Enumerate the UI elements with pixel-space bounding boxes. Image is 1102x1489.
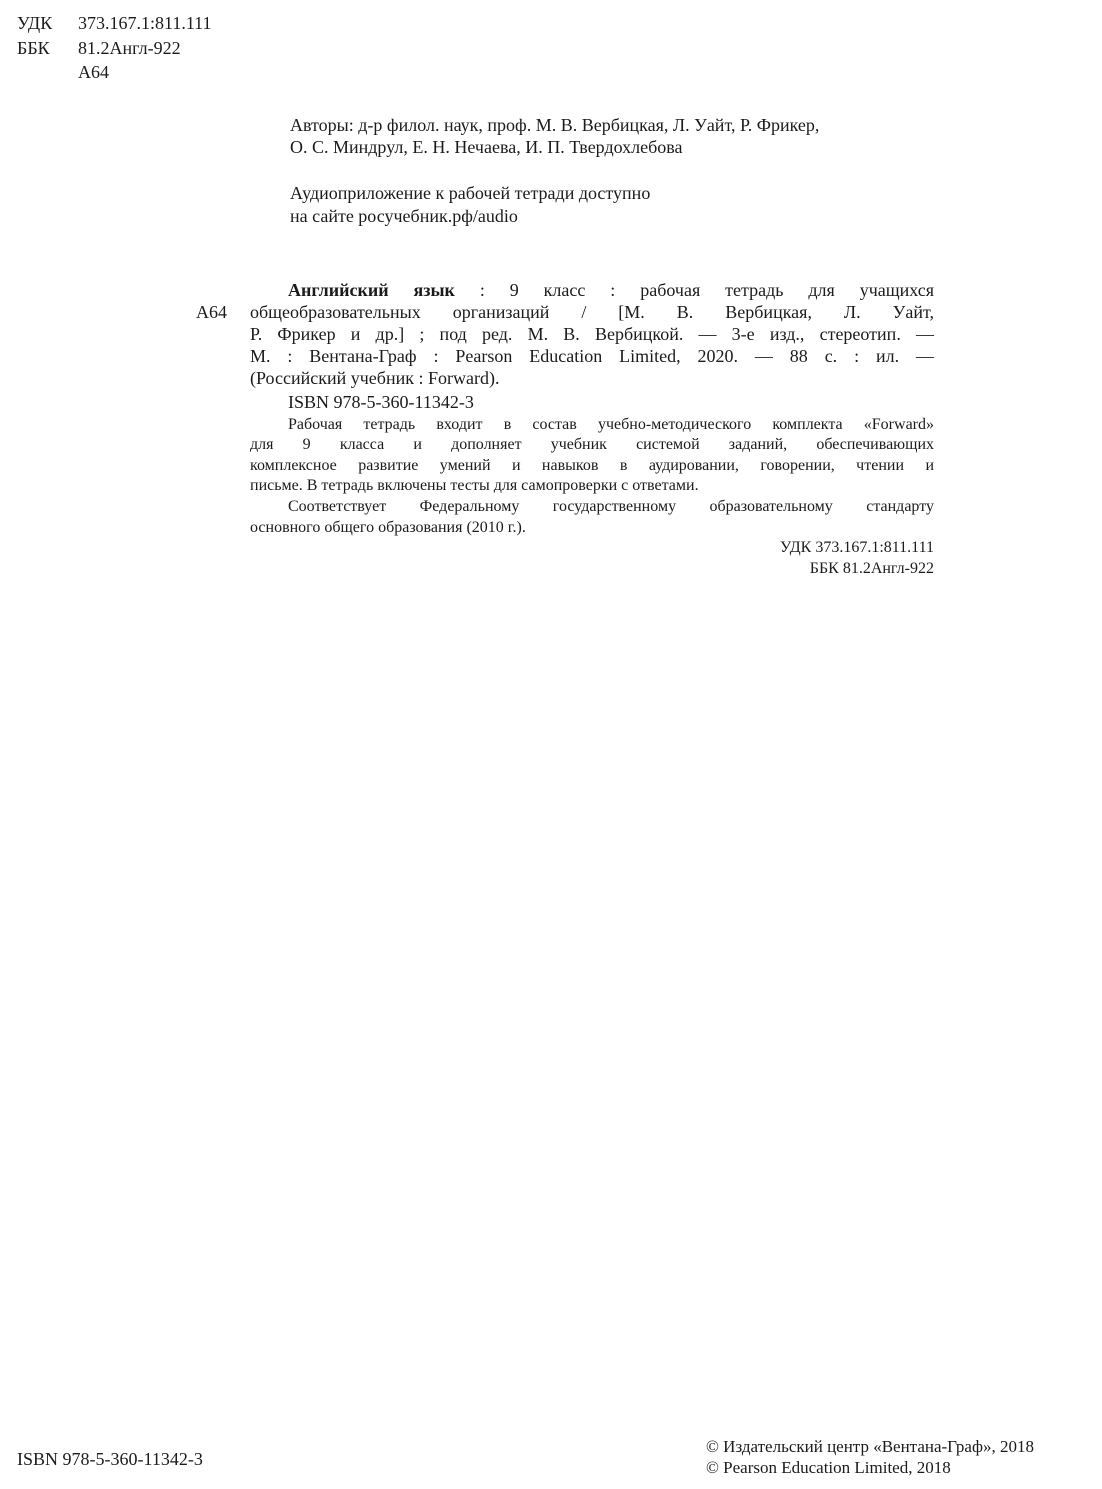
udk-label: УДК [17,13,53,33]
udk-value: 373.167.1:811.111 [78,13,212,33]
catalog-title: Английский язык [288,280,455,300]
catalog-isbn: ISBN 978-5-360-11342-3 [288,392,474,412]
catalog-line-2: общеобразовательных организаций / [М. В. Вербицкая, Л. Уайт, [250,302,934,322]
catalog-line-1 [288,279,934,302]
annotation-p1-line-3: комплексное развитие умений и навыков в аудировании, говорении, чтении и [250,457,934,474]
catalog-line-4: М. : Вентана-Граф : Pearson Education Limited, 2020. — 88 с. : ил. — [250,346,934,366]
bbk-label: ББК [17,38,50,58]
annotation-p1-line-4: письме. В тетрадь включены тесты для самопроверки с ответами. [250,477,699,494]
authors-line-2: О. С. Миндрул, Е. Н. Нечаева, И. П. Твердохлебова [290,137,683,157]
annotation-p1-line-1: Рабочая тетрадь входит в состав учебно-методического комплекта «Forward» [288,416,934,433]
bottom-bbk: ББК 81.2Англ-922 [809,560,934,577]
catalog-line-1-rest: : 9 класс : рабочая тетрадь для учащихся [454,280,934,300]
footer-isbn: ISBN 978-5-360-11342-3 [17,1449,203,1469]
audio-note-line-2: на сайте росучебник.рф/audio [290,206,518,226]
author-mark: А64 [78,62,109,82]
authors-line-1: Авторы: д-р филол. наук, проф. М. В. Вербицкая, Л. Уайт, Р. Фрикер, [290,115,820,135]
copyright-line-1: © Издательский центр «Вентана-Граф», 2018 [706,1437,1034,1456]
catalog-line-3: Р. Фрикер и др.] ; под ред. М. В. Вербицкой. — 3-е изд., стереотип. — [250,324,934,344]
audio-note-line-1: Аудиоприложение к рабочей тетради доступно [290,183,651,203]
copyright-line-2: © Pearson Education Limited, 2018 [706,1458,951,1477]
catalog-mark: А64 [196,302,227,322]
annotation-p2-line-1: Соответствует Федеральному государственному образовательному стандарту [288,498,934,515]
annotation-p1-line-2: для 9 класса и дополняет учебник системой заданий, обеспечивающих [250,436,934,453]
catalog-line-5: (Российский учебник : Forward). [250,368,500,388]
bbk-value: 81.2Англ-922 [78,38,181,58]
annotation-p2-line-2: основного общего образования (2010 г.). [250,519,526,536]
bottom-udk: УДК 373.167.1:811.111 [780,539,934,556]
